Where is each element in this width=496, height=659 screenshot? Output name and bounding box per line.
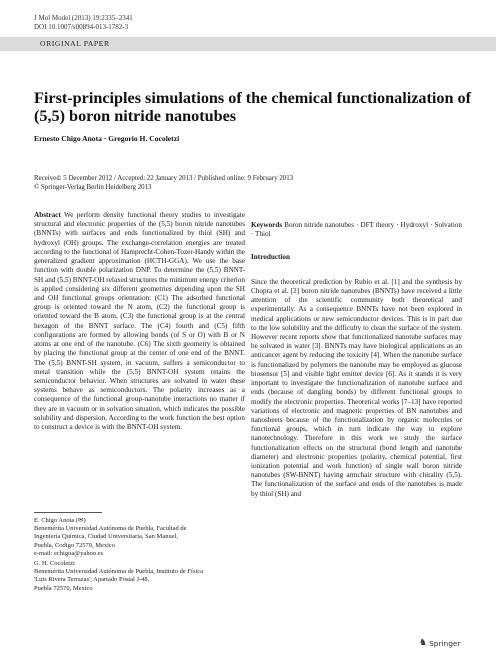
affiliation-line: Puebla, Codigo 72570, Mexico — [34, 541, 116, 549]
abstract-paragraph — [34, 211, 245, 432]
publisher-logo — [419, 639, 461, 648]
introduction-text: Since the theoretical prediction by Rubio et al. [1] and the synthesis by Chopra et al. [2] boron nitride nanotubes (BNNTs) have received a little attention of the scientific community both theoretical and experimentally. As a consequence BNNTs have not been explored in medical applications or new semiconductor devices. This is in part due to the low solubility and the difficulty to clean the surface of the system. However recent reports show that functionalized nanotube surfaces may be solvated in water [3]. BNNTs may have biological applications as an anticancer agent by reducing the toxicity [4]. When the nanotube surface is functionalized by polymers the nanotube may be employed as glucose biosensor [5] and visible light emitter device [6]. As it stands it is very important to investigate the functionalization of nanotube surface and ends (because of dangling bonds) by different functional groups to modify the electronic properties. Theoretical works [7–13] have reported variations of electronic and magnetic properties of BN nanotubes and nanosheets because of the functionalization by organic molecules or functional groups, which in turn indicate the way to explore nanotechnology. Therefore in this work we study the surface functionalization effects on the structural (bond length and nanotube diameter) and electronic properties (polarity, chemical potential, first ionization potential and work function) of single wall boron nitride nanotubes (SW-BNNT) having armchair structure with chirality (5,5). The functionalization of the surface and ends of the nanotubes is made by thiol (SH) and — [251, 277, 462, 498]
abstract-label: Abstract — [34, 211, 61, 219]
right-column — [251, 211, 462, 499]
affiliation-line: Benemérita Universidad Autónoma de Puebla, Instituto de Física — [34, 568, 203, 576]
journal-citation: J Mol Model (2013) 19:2335–2341 — [34, 14, 133, 22]
affiliation-separator — [34, 512, 102, 513]
affiliation-line: G. H. Cocoletzi — [34, 560, 75, 567]
article-history — [34, 175, 464, 192]
affiliation-2 — [34, 560, 239, 593]
affiliation-email[interactable]: e-mail: echigoa@yahoo.es — [34, 549, 104, 557]
springer-horse-icon: ♞ — [419, 638, 428, 648]
article-copyright: © Springer-Verlag Berlin Heidelberg 2013 — [34, 183, 152, 191]
affiliation-1 — [34, 517, 239, 558]
introduction-heading: Introduction — [251, 253, 291, 262]
affiliation-line: Puebla 72570, Mexico — [34, 584, 93, 592]
article-dates: Received: 5 December 2012 / Accepted: 22 January 2013 / Published online: 9 February 2013 — [34, 175, 294, 182]
journal-header — [34, 14, 133, 32]
abstract-text: We perform density functional theory studies to investigate structural and electronic properties of the (5,5) boron nitride nanotubes (BNNTs) with surfaces and ends functionalized by thiol (SH) and hydroxyl (OH) groups. The exchange-correlation energies are treated according to the functional of Hamprecht-Cohen-Tozer-Handy within the generalized gradient approximation (HCTH-GGA). We use the base function with double polarization DNP. To determine the (5,5) BNNT-SH and (5,5) BNNT-OH relaxed structures the minimum energy criterion is applied considering six different geometries depending upon the SH and OH functional groups orientation: (C1) The adsorbed functional group is oriented toward the N atom, (C2) the functional group is oriented toward the B atom, (C3) the functional group is at the central hexagon of the BNNT surface. The (C4) fourth and (C5) fifth configurations are formed by allowing bonds (of S or O) with B or N atoms at one end of the nanotube. (C6) The sixth geometry is obtained by placing the functional group at the center of one end of the BNNT. The (5,5) BNNT-SH system, in vacuum, suffers a semiconductor to metal transition while the (5,5) BNNT-OH system retains the semiconductor behavior. When structures are solvated in water these systems behave as semiconductors. The polarity increases as a consequence of the functional group-nanotube interactions no matter if they are in vacuum or in solvation situation, which indicates the possible solubility and dispersion. According to the work function the best option to construct a device is with the BNNT-OH system. — [34, 211, 245, 432]
keywords-label: Keywords — [251, 221, 283, 229]
article-title: First-principles simulations of the chemical functionalization of (5,5) boron nitride nanotubes — [34, 89, 472, 125]
affiliation-line: 'Luis Rivera Terrazas', Apartado Postal J-48, — [34, 576, 150, 584]
article-type-label: ORIGINAL PAPER — [40, 39, 110, 48]
left-column — [34, 211, 245, 432]
article-authors: Ernesto Chigo Anota · Gregorio H. Cocoletzi — [34, 134, 180, 143]
journal-doi: DOI 10.1007/s00894-013-1782-3 — [34, 23, 129, 31]
article-type-band — [0, 37, 496, 51]
keywords-paragraph — [251, 221, 462, 239]
keywords-text: Boron nitride nanotubes · DFT theory · Hydroxyl · Solvation · Thiol — [251, 221, 463, 239]
publisher-name: Springer — [429, 639, 461, 648]
affiliation-line: E. Chigo Anota (✉) — [34, 517, 86, 524]
affiliation-line: Benemérita Universidad Autónoma de Puebla, Facultad de — [34, 525, 187, 533]
affiliation-line: Ingeniería Química, Ciudad Universitaria, San Manuel, — [34, 533, 179, 541]
